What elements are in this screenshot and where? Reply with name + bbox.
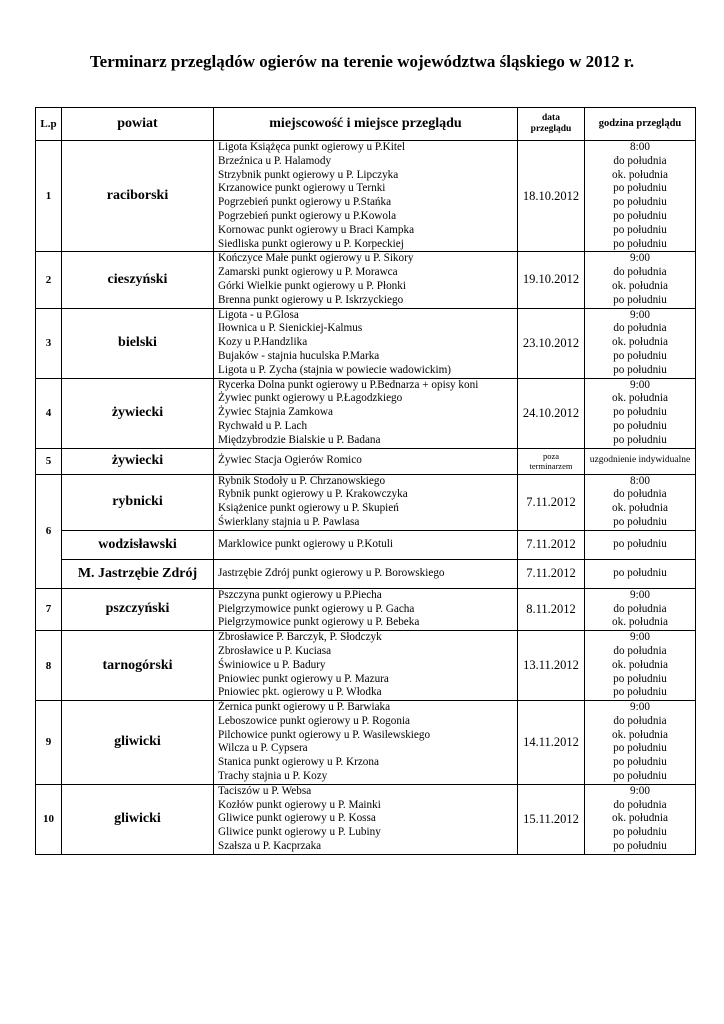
table-row bbox=[36, 530, 696, 559]
hour-line: po południu bbox=[613, 419, 667, 432]
hour-line: ok. południa bbox=[612, 658, 668, 671]
location-line: Żywiec Stajnia Zamkowa bbox=[218, 406, 333, 419]
location-line: Zamarski punkt ogierowy u P. Morawca bbox=[218, 266, 398, 279]
location-line: Pogrzebień punkt ogierowy u P.Kowola bbox=[218, 209, 397, 222]
lp-cell: 9 bbox=[36, 701, 62, 785]
lp-cell: 1 bbox=[36, 141, 62, 252]
table-row bbox=[36, 474, 696, 530]
date-cell: 8.11.2012 bbox=[518, 588, 585, 630]
powiat-cell: bielski bbox=[62, 308, 214, 378]
date-cell: 15.11.2012 bbox=[518, 784, 585, 854]
header-powiat: powiat bbox=[62, 108, 214, 141]
hour-line: do południa bbox=[613, 714, 667, 727]
location-line: Leboszowice punkt ogierowy u P. Rogonia bbox=[218, 714, 411, 727]
location-line: Rybnik Stodoły u P. Chrzanowskiego bbox=[218, 474, 386, 487]
powiat-cell: żywiecki bbox=[62, 378, 214, 448]
location-line: Pilchowice punkt ogierowy u P. Wasilewskiego bbox=[218, 728, 431, 741]
location-line: Stanica punkt ogierowy u P. Krzona bbox=[218, 756, 379, 769]
hour-line: po południu bbox=[613, 223, 667, 236]
hours-cell bbox=[585, 448, 696, 474]
hour-line: ok. południa bbox=[612, 336, 668, 349]
hour-line: 8:00 bbox=[630, 141, 650, 153]
location-line: Zbrosławice P. Barczyk, P. Słodczyk bbox=[218, 631, 382, 644]
hour-line: 9:00 bbox=[630, 631, 650, 644]
hours-cell bbox=[585, 631, 696, 701]
locations-cell bbox=[214, 784, 518, 854]
hour-line: po południu bbox=[613, 686, 667, 699]
date-cell: 7.11.2012 bbox=[518, 474, 585, 530]
location-line: Pszczyna punkt ogierowy u P.Piecha bbox=[218, 588, 382, 601]
hours-cell bbox=[585, 784, 696, 854]
locations-cell bbox=[214, 308, 518, 378]
table-row bbox=[36, 252, 696, 308]
date-cell: 7.11.2012 bbox=[518, 559, 585, 588]
location-line: Rybnik punkt ogierowy u P. Krakowczyka bbox=[218, 488, 408, 501]
location-line: Trachy stajnia u P. Kozy bbox=[218, 770, 328, 783]
powiat-cell: żywiecki bbox=[62, 448, 214, 474]
locations-cell bbox=[214, 378, 518, 448]
hour-line: do południa bbox=[613, 798, 667, 811]
header-godzina: godzina przeglądu bbox=[585, 108, 696, 141]
locations-cell bbox=[214, 141, 518, 252]
hour-line: po południu bbox=[613, 756, 667, 769]
hour-line: po południu bbox=[613, 770, 667, 783]
hours-cell bbox=[585, 559, 696, 588]
location-line: Gliwice punkt ogierowy u P. Lubiny bbox=[218, 826, 381, 839]
table-row bbox=[36, 448, 696, 474]
location-line: Pielgrzymowice punkt ogierowy u P. Gacha bbox=[218, 602, 415, 615]
hour-line: po południu bbox=[613, 363, 667, 376]
date-cell: 14.11.2012 bbox=[518, 701, 585, 785]
lp-cell: 4 bbox=[36, 378, 62, 448]
hours-cell bbox=[585, 588, 696, 630]
date-line: terminarzem bbox=[529, 461, 573, 472]
hour-line: ok. południa bbox=[612, 279, 668, 292]
hour-line: 9:00 bbox=[630, 588, 650, 601]
location-line: Gliwice punkt ogierowy u P. Kossa bbox=[218, 812, 376, 825]
location-line: Pogrzebień punkt ogierowy u P.Stańka bbox=[218, 196, 392, 209]
location-line: Międzybrodzie Bialskie u P. Badana bbox=[218, 433, 381, 446]
hour-line: po południu bbox=[613, 237, 667, 250]
location-line: Siedliska punkt ogierowy u P. Korpeckiej bbox=[218, 237, 404, 250]
hour-line: po południu bbox=[613, 196, 667, 209]
hour-line: do południa bbox=[613, 154, 667, 167]
lp-cell: 10 bbox=[36, 784, 62, 854]
location-line: Rychwałd u P. Lach bbox=[218, 419, 308, 432]
table-row bbox=[36, 701, 696, 785]
location-line: Wilcza u P. Cypsera bbox=[218, 742, 308, 755]
locations-cell bbox=[214, 448, 518, 474]
hour-line: 9:00 bbox=[630, 784, 650, 797]
location-line: Górki Wielkie punkt ogierowy u P. Płonki bbox=[218, 279, 406, 292]
hour-line: po południu bbox=[613, 293, 667, 306]
date-cell bbox=[518, 448, 585, 474]
location-line: Pniowiec punkt ogierowy u P. Mazura bbox=[218, 672, 389, 685]
location-line: Krzanowice punkt ogierowy u Ternki bbox=[218, 182, 386, 195]
location-line: Taciszów u P. Websa bbox=[218, 784, 312, 797]
table-header-row bbox=[36, 108, 696, 141]
table-row bbox=[36, 631, 696, 701]
hour-line: 9:00 bbox=[630, 701, 650, 714]
location-line: Żernica punkt ogierowy u P. Barwiaka bbox=[218, 701, 391, 714]
table-row bbox=[36, 141, 696, 252]
location-line: Brenna punkt ogierowy u P. Iskrzyckiego bbox=[218, 293, 404, 306]
location-line: Kończyce Małe punkt ogierowy u P. Sikory bbox=[218, 252, 414, 265]
schedule-table bbox=[35, 107, 696, 855]
powiat-cell: tarnogórski bbox=[62, 631, 214, 701]
table-row bbox=[36, 588, 696, 630]
locations-cell bbox=[214, 252, 518, 308]
powiat-cell: gliwicki bbox=[62, 701, 214, 785]
date-cell: 19.10.2012 bbox=[518, 252, 585, 308]
hour-line: do południa bbox=[613, 266, 667, 279]
locations-cell bbox=[214, 701, 518, 785]
hour-line: po południu bbox=[613, 349, 667, 362]
powiat-cell: pszczyński bbox=[62, 588, 214, 630]
header-lp: L.p bbox=[36, 108, 62, 141]
location-line: Szałsza u P. Kacprzaka bbox=[218, 840, 322, 853]
location-line: Jastrzębie Zdrój punkt ogierowy u P. Borowskiego bbox=[218, 566, 445, 579]
lp-cell: 2 bbox=[36, 252, 62, 308]
hours-cell bbox=[585, 701, 696, 785]
location-line: Ligota - u P.Glosa bbox=[218, 308, 299, 321]
hour-line: uzgodnienie indywidualne bbox=[589, 455, 691, 466]
powiat-cell: cieszyński bbox=[62, 252, 214, 308]
location-line: Świniowice u P. Badury bbox=[218, 658, 326, 671]
lp-cell: 8 bbox=[36, 631, 62, 701]
location-line: Żywiec Stacja Ogierów Romico bbox=[218, 454, 362, 467]
header-data-line2: przeglądu bbox=[530, 124, 572, 134]
hour-line: 9:00 bbox=[630, 378, 650, 391]
hour-line: po południu bbox=[613, 566, 667, 579]
hour-line: do południa bbox=[613, 644, 667, 657]
hour-line: do południa bbox=[613, 602, 667, 615]
hour-line: ok. południa bbox=[612, 616, 668, 629]
hour-line: do południa bbox=[613, 322, 667, 335]
location-line: Marklowice punkt ogierowy u P.Kotuli bbox=[218, 537, 393, 550]
locations-cell bbox=[214, 474, 518, 530]
hours-cell bbox=[585, 530, 696, 559]
locations-cell bbox=[214, 530, 518, 559]
hours-cell bbox=[585, 378, 696, 448]
date-cell: 18.10.2012 bbox=[518, 141, 585, 252]
hour-line: 9:00 bbox=[630, 308, 650, 321]
table-row bbox=[36, 308, 696, 378]
hour-line: ok. południa bbox=[612, 168, 668, 181]
hour-line: do południa bbox=[613, 488, 667, 501]
powiat-cell: raciborski bbox=[62, 141, 214, 252]
lp-cell: 5 bbox=[36, 448, 62, 474]
table-body bbox=[36, 141, 696, 855]
powiat-cell: wodzisławski bbox=[62, 530, 214, 559]
location-line: Kozy u P.Handzlika bbox=[218, 336, 308, 349]
location-line: Świerklany stajnia u P. Pawlasa bbox=[218, 515, 360, 528]
hour-line: ok. południa bbox=[612, 502, 668, 515]
location-line: Żywiec punkt ogierowy u P.Łagodzkiego bbox=[218, 392, 403, 405]
location-line: Bujaków - stajnia huculska P.Marka bbox=[218, 349, 380, 362]
lp-cell: 6 bbox=[36, 474, 62, 588]
location-line: Rycerka Dolna punkt ogierowy u P.Bednarza + opisy koni bbox=[218, 378, 479, 391]
header-miejsce: miejscowość i miejsce przeglądu bbox=[214, 108, 518, 141]
hours-cell bbox=[585, 308, 696, 378]
hours-cell bbox=[585, 474, 696, 530]
locations-cell bbox=[214, 588, 518, 630]
header-data bbox=[518, 108, 585, 141]
location-line: Kozłów punkt ogierowy u P. Mainki bbox=[218, 798, 381, 811]
date-cell: 23.10.2012 bbox=[518, 308, 585, 378]
hour-line: po południu bbox=[613, 433, 667, 446]
location-line: Brzeźnica u P. Halamody bbox=[218, 154, 332, 167]
hours-cell bbox=[585, 252, 696, 308]
hour-line: ok. południa bbox=[612, 728, 668, 741]
location-line: Pniowiec pkt. ogierowy u P. Włodka bbox=[218, 686, 382, 699]
powiat-cell: gliwicki bbox=[62, 784, 214, 854]
powiat-cell: rybnicki bbox=[62, 474, 214, 530]
header-data-line1: data bbox=[542, 113, 560, 123]
date-cell: 24.10.2012 bbox=[518, 378, 585, 448]
page-title: Terminarz przeglądów ogierów na terenie województwa śląskiego w 2012 r. bbox=[89, 52, 635, 71]
locations-cell bbox=[214, 631, 518, 701]
hour-line: po południu bbox=[613, 742, 667, 755]
location-line: Ligota u P. Zycha (stajnia w powiecie wadowickim) bbox=[218, 363, 452, 376]
table-row bbox=[36, 784, 696, 854]
date-cell: 13.11.2012 bbox=[518, 631, 585, 701]
date-line: poza bbox=[542, 451, 560, 462]
hour-line: po południu bbox=[613, 672, 667, 685]
location-line: Iłownica u P. Sienickiej-Kalmus bbox=[218, 322, 363, 335]
location-line: Zbrosławice u P. Kuciasa bbox=[218, 644, 332, 657]
lp-cell: 3 bbox=[36, 308, 62, 378]
locations-cell bbox=[214, 559, 518, 588]
hour-line: po południu bbox=[613, 826, 667, 839]
hours-cell bbox=[585, 141, 696, 252]
hour-line: po południu bbox=[613, 537, 667, 550]
hour-line: po południu bbox=[613, 406, 667, 419]
hour-line: ok. południa bbox=[612, 392, 668, 405]
hour-line: 9:00 bbox=[630, 252, 650, 265]
table-row bbox=[36, 378, 696, 448]
hour-line: po południu bbox=[613, 515, 667, 528]
location-line: Strzybnik punkt ogierowy u P. Lipczyka bbox=[218, 168, 399, 181]
location-line: Pielgrzymowice punkt ogierowy u P. Bebeka bbox=[218, 616, 420, 629]
hour-line: po południu bbox=[613, 840, 667, 853]
hour-line: po południu bbox=[613, 182, 667, 195]
table-row bbox=[36, 559, 696, 588]
lp-cell: 7 bbox=[36, 588, 62, 630]
date-cell: 7.11.2012 bbox=[518, 530, 585, 559]
location-line: Kornowac punkt ogierowy u Braci Kampka bbox=[218, 223, 415, 236]
hour-line: ok. południa bbox=[612, 812, 668, 825]
location-line: Ligota Książęca punkt ogierowy u P.Kitel bbox=[218, 141, 406, 153]
hour-line: po południu bbox=[613, 209, 667, 222]
powiat-cell: M. Jastrzębie Zdrój bbox=[62, 559, 214, 588]
hour-line: 8:00 bbox=[630, 474, 650, 487]
location-line: Książenice punkt ogierowy u P. Skupień bbox=[218, 502, 399, 515]
